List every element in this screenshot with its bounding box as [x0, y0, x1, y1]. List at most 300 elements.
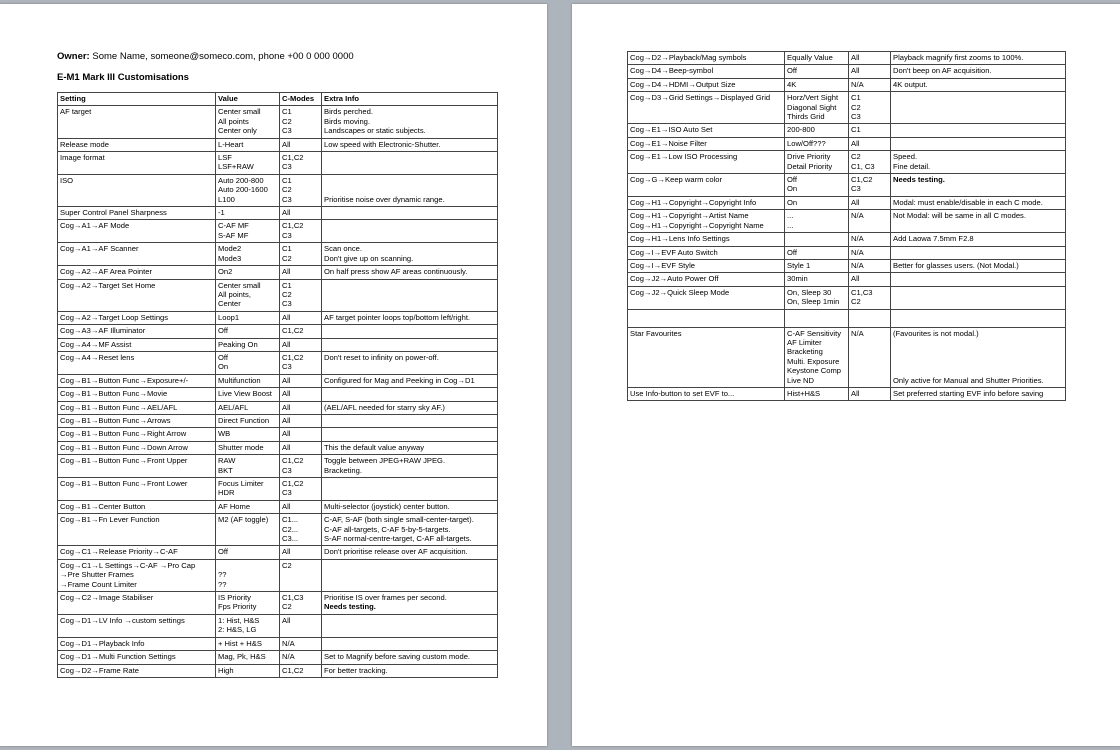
cell-extra-info: [891, 387, 1066, 400]
cell-c-modes: [280, 441, 322, 454]
cell-c-modes: [849, 233, 891, 246]
cell-extra-info: [891, 124, 1066, 137]
table-row: [58, 325, 498, 338]
cell-value: [785, 309, 849, 327]
cell-c-modes: [280, 455, 322, 478]
cell-c-modes: [280, 614, 322, 637]
table-row: [58, 152, 498, 175]
cell-c-modes: [280, 592, 322, 615]
table-row: [628, 233, 1066, 246]
table-row: [628, 52, 1066, 65]
cell-value: [216, 664, 280, 677]
cell-value: [785, 273, 849, 286]
cell-setting: [628, 65, 785, 78]
cell-extra-info: [891, 137, 1066, 150]
cell-value: [785, 52, 849, 65]
table-row: [58, 414, 498, 427]
cell-setting: [58, 401, 216, 414]
cell-c-modes-text: N/A: [851, 247, 864, 257]
table-row: [58, 207, 498, 220]
cell-c-modes: [849, 273, 891, 286]
cell-c-modes: [849, 210, 891, 233]
cell-setting-text: Cog→E1→Noise Filter: [630, 138, 707, 148]
cell-c-modes-text: All: [282, 312, 291, 322]
cell-c-modes: [849, 286, 891, 309]
table-row: [58, 401, 498, 414]
cell-setting: [58, 614, 216, 637]
cell-value-text: AF Home: [218, 501, 251, 511]
cell-setting: [58, 664, 216, 677]
cell-value: [216, 388, 280, 401]
table-row: [58, 311, 498, 324]
cell-value: [785, 286, 849, 309]
cell-value: [216, 514, 280, 546]
cell-extra-info: [322, 174, 498, 206]
cell-value-text: ?? ??: [218, 570, 227, 589]
cell-setting: [628, 273, 785, 286]
cell-value: [785, 124, 849, 137]
table-row: [58, 455, 498, 478]
bold-note: Needs testing.: [324, 602, 376, 612]
table-row: [628, 309, 1066, 327]
cell-value: [785, 210, 849, 233]
document-page-left: [0, 4, 547, 746]
cell-extra-info: [891, 196, 1066, 209]
cell-setting: [58, 592, 216, 615]
cell-value-text: IS Priority Fps Priority: [218, 593, 257, 612]
table-row: [58, 546, 498, 559]
cell-extra-info: [322, 637, 498, 650]
cell-setting: [58, 388, 216, 401]
cell-c-modes-text: All: [282, 389, 291, 399]
cell-setting: [58, 243, 216, 266]
cell-extra-info-text: Toggle between JPEG+RAW JPEG. Bracketing.: [324, 456, 446, 475]
cell-extra-info: [322, 311, 498, 324]
cell-c-modes-text: N/A: [851, 328, 864, 338]
cell-c-modes: [280, 514, 322, 546]
cell-setting: [628, 124, 785, 137]
cell-c-modes-text: All: [851, 66, 860, 76]
cell-setting: [58, 559, 216, 591]
cell-value-text: Off On: [218, 352, 229, 372]
cell-value: [216, 614, 280, 637]
cell-value-text: Off: [787, 66, 797, 76]
table-row: [58, 279, 498, 311]
cell-setting: [628, 309, 785, 327]
cell-c-modes-text: C1,C3 C2: [851, 287, 873, 307]
cell-c-modes-text: N/A: [282, 638, 295, 648]
cell-extra-info-text: Birds perched. Birds moving. Landscapes or static subjects.: [324, 107, 426, 136]
cell-value-text: C-AF MF S-AF MF: [218, 221, 249, 240]
cell-setting: [58, 106, 216, 138]
cell-setting: [58, 500, 216, 513]
cell-value: [216, 651, 280, 664]
cell-extra-info-text: Don't reset to infinity on power-off.: [324, 352, 439, 362]
cell-c-modes-text: All: [282, 139, 291, 149]
cell-c-modes: [280, 174, 322, 206]
cell-setting-text: Cog→D1→LV Info →custom settings: [60, 615, 185, 625]
table-body: [58, 106, 498, 678]
cell-c-modes-text: All: [282, 615, 291, 625]
cell-setting-text: Cog→D2→Frame Rate: [60, 665, 139, 675]
document-page-right: [572, 4, 1120, 746]
cell-value-text: Horz/Vert Sight Diagonal Sight Thirds Grid: [787, 93, 839, 122]
customisations-table: [57, 92, 498, 678]
cell-value: [216, 374, 280, 387]
table-row: [628, 196, 1066, 209]
cell-setting-text: Release mode: [60, 139, 109, 149]
cell-setting-text: Cog→C1→Release Priority→C-AF: [60, 547, 178, 557]
cell-value: [785, 259, 849, 272]
cell-setting-text: AF target: [60, 107, 92, 117]
table-row: [628, 286, 1066, 309]
cell-extra-info-text: Add Laowa 7.5mm F2.8: [893, 234, 974, 244]
cell-value-text: + Hist + H&S: [218, 638, 262, 648]
cell-setting-text: Cog→E1→ISO Auto Set: [630, 125, 713, 135]
cell-value-text: Peaking On: [218, 339, 258, 349]
cell-value-text: Focus Limiter HDR: [218, 479, 264, 498]
cell-value-text: Center small All points, Center: [218, 280, 261, 309]
cell-value-text: Direct Function: [218, 415, 270, 425]
cell-setting-text: ISO: [60, 175, 74, 185]
table-row: [58, 592, 498, 615]
cell-value-text: 4K: [787, 79, 797, 89]
cell-setting: [628, 78, 785, 91]
cell-c-modes: [280, 220, 322, 243]
cell-setting: [58, 455, 216, 478]
cell-c-modes: [280, 152, 322, 175]
header-value: Value: [216, 93, 280, 106]
cell-setting: [58, 441, 216, 454]
cell-extra-info-text: Configured for Mag and Peeking in Cog→D1: [324, 375, 475, 385]
cell-extra-info: [322, 441, 498, 454]
cell-extra-info: [322, 243, 498, 266]
cell-extra-info: [891, 151, 1066, 174]
cell-extra-info: [322, 266, 498, 279]
cell-value-text: Shutter mode: [218, 442, 264, 452]
cell-c-modes-text: C1 C2 C3: [282, 280, 292, 309]
cell-extra-info: [322, 106, 498, 138]
cell-c-modes-text: All: [282, 402, 291, 412]
cell-c-modes: [280, 207, 322, 220]
cell-extra-info: [891, 259, 1066, 272]
cell-value: [216, 546, 280, 559]
cell-extra-info: [891, 327, 1066, 387]
cell-value-text: 1: Hist, H&S 2: H&S, LG: [218, 615, 260, 635]
cell-value: [785, 65, 849, 78]
cell-c-modes-text: C1,C2 C3: [282, 456, 304, 475]
cell-value-text: Equally Value: [787, 53, 833, 62]
cell-setting-text: Cog→A3→AF Illuminator: [60, 326, 146, 336]
cell-extra-info-text: Set preferred starting EVF info before saving: [893, 388, 1044, 398]
cell-value: [216, 106, 280, 138]
cell-setting-text: Cog→B1→Button Func→Front Upper: [60, 456, 188, 466]
cell-extra-info: [322, 514, 498, 546]
cell-setting: [58, 220, 216, 243]
cell-c-modes-text: All: [282, 208, 291, 218]
table-header-row: [58, 93, 498, 106]
table-row: [628, 174, 1066, 197]
cell-c-modes-text: All: [282, 339, 291, 349]
table-row: [628, 273, 1066, 286]
cell-value: [785, 137, 849, 150]
cell-c-modes-text: C1,C3 C2: [282, 593, 304, 612]
cell-extra-info-text: Modal: must enable/disable in each C mode.: [893, 197, 1043, 207]
cell-value-text: 200-800: [787, 125, 815, 135]
cell-c-modes-text: All: [282, 415, 291, 425]
cell-extra-info: [891, 65, 1066, 78]
cell-setting-text: Cog→A4→Reset lens: [60, 352, 135, 362]
cell-extra-info-text: 4K output.: [893, 79, 928, 89]
cell-extra-info: [891, 286, 1066, 309]
cell-setting-text: Cog→H1→Copyright→Copyright Info: [630, 197, 757, 207]
cell-setting: [58, 651, 216, 664]
cell-setting-text: Cog→B1→Button Func→Front Lower: [60, 479, 188, 488]
cell-setting: [58, 414, 216, 427]
cell-setting: [628, 196, 785, 209]
cell-setting-text: Cog→I→EVF Auto Switch: [630, 247, 718, 257]
cell-c-modes-text: C1 C2: [282, 244, 292, 263]
cell-setting: [628, 151, 785, 174]
cell-extra-info: [322, 220, 498, 243]
cell-c-modes-text: All: [282, 375, 291, 385]
cell-extra-info-text: AF target pointer loops top/bottom left/right.: [324, 312, 471, 322]
cell-setting-text: Cog→A4→MF Assist: [60, 339, 132, 349]
cell-value: [785, 233, 849, 246]
cell-extra-info-text: Better for glasses users. (Not Modal.): [893, 260, 1019, 270]
cell-setting-text: Cog→B1→Button Func→AEL/AFL: [60, 402, 178, 412]
cell-c-modes-text: C1,C2: [282, 326, 304, 336]
cell-setting-text: Cog→D3→Grid Settings→Displayed Grid: [630, 93, 771, 103]
cell-value-text: L-Heart: [218, 139, 244, 149]
cell-value: [216, 401, 280, 414]
cell-setting-text: Cog→I→EVF Style: [630, 260, 695, 270]
header-extra-info: Extra Info: [322, 93, 498, 106]
cell-setting: [58, 637, 216, 650]
table-row: [628, 327, 1066, 387]
cell-c-modes: [849, 65, 891, 78]
cell-c-modes: [849, 78, 891, 91]
cell-c-modes-text: All: [851, 388, 860, 398]
cell-setting-text: Use Info-button to set EVF to...: [630, 388, 735, 398]
cell-value: [216, 455, 280, 478]
cell-c-modes: [280, 559, 322, 591]
table-row: [58, 514, 498, 546]
table-row: [628, 246, 1066, 259]
cell-extra-info-text: Don't prioritise release over AF acquisition.: [324, 547, 468, 557]
cell-c-modes-text: C1,C2 C3: [282, 352, 304, 372]
cell-setting: [58, 338, 216, 351]
cell-value: [216, 266, 280, 279]
document-title: E-M1 Mark III Customisations: [57, 72, 189, 83]
cell-setting: [628, 233, 785, 246]
cell-setting-text: Image format: [60, 153, 105, 163]
cell-c-modes-text: C2: [282, 560, 292, 570]
cell-c-modes-text: C2 C1, C3: [851, 152, 875, 171]
table-row: [58, 374, 498, 387]
table-row: [58, 220, 498, 243]
cell-value-text: High: [218, 665, 234, 675]
cell-setting: [58, 266, 216, 279]
cell-c-modes: [280, 266, 322, 279]
cell-value: [216, 338, 280, 351]
cell-extra-info: [322, 279, 498, 311]
cell-extra-info: [322, 152, 498, 175]
cell-value-text: RAW BKT: [218, 456, 236, 475]
cell-extra-info: [322, 428, 498, 441]
cell-setting-text: Cog→B1→Button Func→Movie: [60, 389, 168, 399]
cell-value: [216, 325, 280, 338]
cell-value-text: Drive Priority Detail Priority: [787, 152, 833, 171]
cell-value: [785, 78, 849, 91]
cell-c-modes: [849, 174, 891, 197]
cell-extra-info: [891, 78, 1066, 91]
cell-c-modes: [280, 500, 322, 513]
cell-value-text: C-AF Sensitivity AF Limiter Bracketing Multi. Exposure Keystone Comp Live ND: [787, 328, 842, 385]
cell-value-text: Off On: [787, 175, 798, 194]
cell-c-modes-text: C1,C2: [282, 665, 304, 675]
cell-value-text: Auto 200-800 Auto 200-1600 L100: [218, 175, 268, 204]
cell-value-text: Loop1: [218, 312, 240, 322]
cell-value-text: LSF LSF+RAW: [218, 153, 254, 172]
bold-note: Needs testing.: [893, 175, 945, 185]
cell-setting-text: Cog→C1→L Settings→C-AF →Pro Cap →Pre Shutter Frames →Frame Count Limiter: [60, 560, 196, 589]
owner-label: Owner:: [57, 51, 90, 62]
cell-c-modes-text: All: [282, 442, 291, 452]
table-row: [628, 137, 1066, 150]
cell-value: [785, 246, 849, 259]
cell-setting: [628, 137, 785, 150]
cell-extra-info-text: Set to Magnify before saving custom mode.: [324, 652, 471, 662]
table-row: [628, 387, 1066, 400]
cell-c-modes: [849, 151, 891, 174]
cell-c-modes: [849, 92, 891, 124]
cell-value: [216, 138, 280, 151]
table-row: [58, 441, 498, 454]
table-row: [628, 124, 1066, 137]
cell-value: [216, 311, 280, 324]
cell-extra-info-text: On half press show AF areas continuously.: [324, 267, 468, 277]
cell-setting: [58, 546, 216, 559]
cell-extra-info-text: Speed. Fine detail.: [893, 152, 931, 171]
cell-c-modes: [280, 428, 322, 441]
cell-extra-info-text: Prioritise IS over frames per second.: [324, 593, 447, 603]
cell-c-modes: [280, 325, 322, 338]
cell-c-modes-text: C1 C2 C3: [282, 175, 292, 204]
cell-c-modes: [280, 388, 322, 401]
cell-value-text: WB: [218, 429, 231, 439]
cell-value: [785, 196, 849, 209]
cell-c-modes: [849, 259, 891, 272]
cell-c-modes-text: C1 C2 C3: [282, 107, 292, 136]
cell-value: [216, 500, 280, 513]
cell-setting: [628, 259, 785, 272]
cell-extra-info-text: Prioritise noise over dynamic range.: [324, 194, 445, 204]
cell-value-text: Style 1: [787, 260, 811, 270]
cell-setting: [628, 327, 785, 387]
table-row: [58, 388, 498, 401]
cell-c-modes-text: All: [282, 267, 291, 277]
cell-extra-info-text: (Favourites is not modal.) Only active for Manual and Shutter Priorities.: [893, 328, 1044, 385]
cell-setting-text: Cog→D1→Playback Info: [60, 638, 145, 648]
cell-extra-info: [322, 614, 498, 637]
table-row: [58, 174, 498, 206]
cell-extra-info: [891, 210, 1066, 233]
cell-extra-info: [891, 309, 1066, 327]
cell-c-modes-text: All: [851, 274, 860, 284]
table-row: [58, 266, 498, 279]
cell-c-modes: [849, 309, 891, 327]
cell-setting-text: Super Control Panel Sharpness: [60, 208, 167, 218]
cell-extra-info-text: Multi-selector (joystick) center button.: [324, 501, 450, 511]
cell-c-modes-text: C1... C2... C3...: [282, 515, 299, 544]
cell-value: [216, 478, 280, 501]
cell-c-modes: [280, 374, 322, 387]
cell-c-modes: [280, 351, 322, 374]
cell-setting-text: Cog→A2→Target Set Home: [60, 280, 156, 290]
cell-setting: [58, 207, 216, 220]
cell-value-text: AEL/AFL: [218, 402, 249, 412]
table-row: [58, 614, 498, 637]
cell-extra-info-text: (AEL/AFL needed for starry sky AF.): [324, 402, 445, 412]
cell-value-text: Off: [787, 247, 797, 257]
cell-setting-text: Cog→B1→Button Func→Arrows: [60, 415, 171, 425]
cell-value: [785, 387, 849, 400]
cell-c-modes: [849, 124, 891, 137]
cell-c-modes: [849, 387, 891, 400]
cell-extra-info: [322, 351, 498, 374]
cell-c-modes-text: All: [851, 138, 860, 148]
cell-setting: [58, 279, 216, 311]
cell-value-text: Mode2 Mode3: [218, 244, 242, 263]
cell-c-modes: [280, 546, 322, 559]
cell-value: [216, 559, 280, 591]
cell-value: [216, 152, 280, 175]
cell-setting: [628, 92, 785, 124]
cell-setting-text: Cog→B1→Button Func→Exposure+/-: [60, 375, 189, 385]
cell-extra-info: [891, 92, 1066, 124]
cell-setting-text: Cog→A1→AF Scanner: [60, 244, 139, 254]
cell-setting: [58, 428, 216, 441]
table-row: [58, 478, 498, 501]
cell-value-text: Multifunction: [218, 375, 261, 385]
cell-value: [216, 592, 280, 615]
cell-extra-info: [891, 246, 1066, 259]
header-setting: Setting: [58, 93, 216, 106]
table-row: [58, 351, 498, 374]
cell-extra-info-text: Low speed with Electronic-Shutter.: [324, 139, 441, 149]
cell-setting: [58, 478, 216, 501]
cell-value-text: Low/Off???: [787, 138, 826, 148]
cell-setting: [628, 246, 785, 259]
cell-setting: [58, 325, 216, 338]
cell-setting-text: Cog→A1→AF Mode: [60, 221, 130, 231]
table-row: [58, 664, 498, 677]
cell-c-modes: [280, 651, 322, 664]
cell-c-modes: [280, 279, 322, 311]
cell-value: [216, 207, 280, 220]
cell-c-modes-text: C1,C2 C3: [282, 221, 304, 240]
cell-value-text: 30min: [787, 274, 808, 284]
cell-setting-text: Cog→A2→Target Loop Settings: [60, 312, 169, 322]
table-row: [58, 428, 498, 441]
cell-extra-info: [891, 273, 1066, 286]
cell-setting-text: Star Favourites: [630, 328, 682, 338]
table-row: [58, 106, 498, 138]
cell-setting-text: Cog→H1→Copyright→Artist Name Cog→H1→Copyright→Copyright Name: [630, 211, 764, 230]
cell-c-modes-text: All: [282, 547, 291, 557]
cell-value: [216, 220, 280, 243]
